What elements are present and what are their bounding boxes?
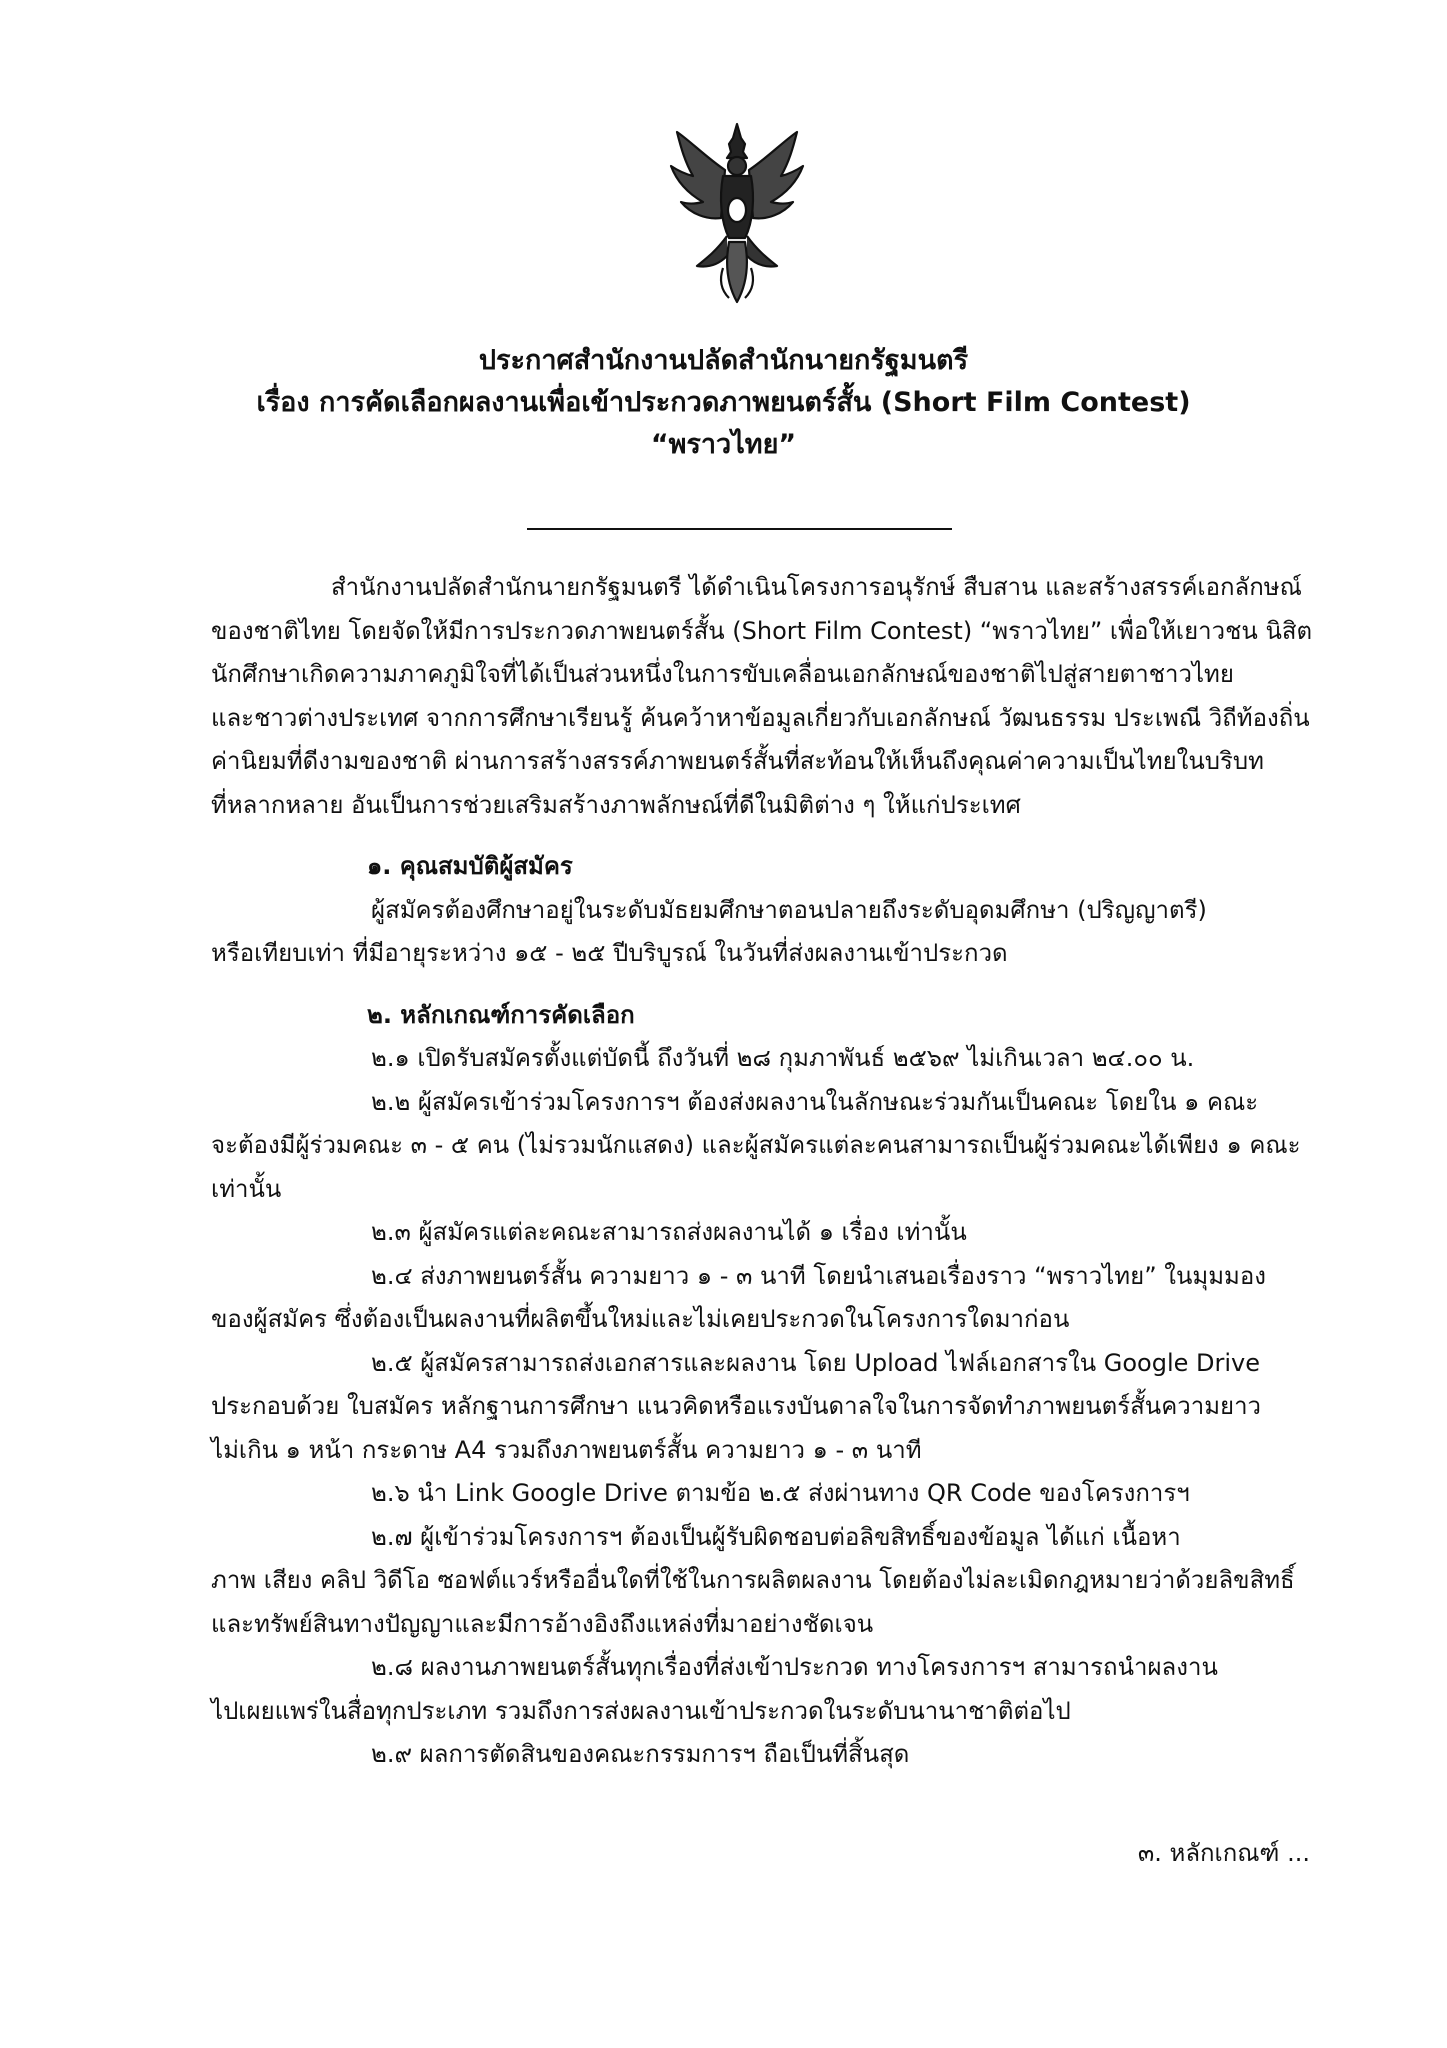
criteria-item-2-8 xyxy=(211,1646,1309,1733)
intro-line: ที่หลากหลาย อันเป็นการช่วยเสริมสร้างภาพลักษณ์ที่ดีในมิติต่าง ๆ ให้แก่ประเทศ xyxy=(211,790,1021,819)
criteria-line: ๒.๕ ผู้สมัครสามารถส่งเอกสารและผลงาน โดย Upload ไฟล์เอกสารใน Google Drive xyxy=(371,1348,1260,1377)
section-1-line: หรือเทียบเท่า ที่มีอายุระหว่าง ๑๕ - ๒๕ ปีบริบูรณ์ ในวันที่ส่งผลงานเข้าประกวด xyxy=(211,939,1008,967)
section-1-paragraph xyxy=(211,889,1309,976)
section-1-heading: ๑. คุณสมบัติผู้สมัคร xyxy=(367,852,573,880)
criteria-line: จะต้องมีผู้ร่วมคณะ ๓ - ๕ คน (ไม่รวมนักแสดง) และผู้สมัครแต่ละคนสามารถเป็นผู้ร่วมคณะได้เพียง ๑ คณะ xyxy=(211,1131,1301,1159)
criteria-line: ๒.๔ ส่งภาพยนตร์สั้น ความยาว ๑ - ๓ นาที โดยนำเสนอเรื่องราว “พราวไทย” ในมุมมอง xyxy=(371,1261,1266,1290)
criteria-line: ไม่เกิน ๑ หน้า กระดาษ A4 รวมถึงภาพยนตร์สั้น ความยาว ๑ - ๓ นาที xyxy=(211,1435,922,1464)
criteria-line: ๒.๙ ผลการตัดสินของคณะกรรมการฯ ถือเป็นที่สิ้นสุด xyxy=(371,1740,910,1768)
criteria-line: ๒.๓ ผู้สมัครแต่ละคณะสามารถส่งผลงานได้ ๑ เรื่อง เท่านั้น xyxy=(371,1218,967,1246)
criteria-line: ๒.๘ ผลงานภาพยนตร์สั้นทุกเรื่องที่ส่งเข้าประกวด ทางโครงการฯ สามารถนำผลงาน xyxy=(371,1653,1218,1681)
criteria-line: เท่านั้น xyxy=(211,1174,282,1203)
criteria-item-2-2 xyxy=(211,1081,1309,1212)
criteria-line: ๒.๑ เปิดรับสมัครตั้งแต่บัดนี้ ถึงวันที่ ๒๘ กุมภาพันธ์ ๒๕๖๙ ไม่เกินเวลา ๒๔.๐๐ น. xyxy=(371,1044,1195,1072)
criteria-line: ภาพ เสียง คลิป วิดีโอ ซอฟต์แวร์หรืออื่นใดที่ใช้ในการผลิตผลงาน โดยต้องไม่ละเมิดกฎหมายว่าด้วยลิขสิทธิ์ xyxy=(211,1566,1295,1594)
criteria-line: ๒.๖ นำ Link Google Drive ตามข้อ ๒.๕ ส่งผ่านทาง QR Code ของโครงการฯ xyxy=(371,1479,1190,1507)
intro-paragraph xyxy=(211,566,1313,827)
intro-line: สำนักงานปลัดสำนักนายกรัฐมนตรี ได้ดำเนินโครงการอนุรักษ์ สืบสาน และสร้างสรรค์เอกลักษณ์ xyxy=(331,573,1302,601)
criteria-item-2-6 xyxy=(211,1472,1309,1516)
criteria-line: และทรัพย์สินทางปัญญาและมีการอ้างอิงถึงแหล่งที่มาอย่างชัดเจน xyxy=(211,1609,874,1638)
criteria-item-2-1 xyxy=(211,1037,1309,1081)
section-2-heading: ๒. หลักเกณฑ์การคัดเลือก xyxy=(367,1000,635,1029)
intro-line: และชาวต่างประเทศ จากการศึกษาเรียนรู้ ค้นคว้าหาข้อมูลเกี่ยวกับเอกลักษณ์ วัฒนธรรม ประเพณี วิถีท้องถิ่น xyxy=(211,703,1310,732)
title-line-1: ประกาศสำนักงานปลัดสำนักนายกรัฐมนตรี xyxy=(478,345,969,376)
title-divider xyxy=(527,528,952,530)
announcement-body xyxy=(211,566,1313,1777)
criteria-item-2-4 xyxy=(211,1255,1309,1342)
announcement-title xyxy=(0,340,1447,466)
criteria-item-2-3 xyxy=(211,1211,1309,1255)
criteria-item-2-5 xyxy=(211,1342,1309,1473)
continuation-note: ๓. หลักเกณฑ์ ... xyxy=(1137,1839,1310,1867)
title-line-3: “พราวไทย” xyxy=(650,429,797,460)
intro-line: ของชาติไทย โดยจัดให้มีการประกวดภาพยนตร์สั้น (Short Film Contest) “พราวไทย” เพื่อให้เยาวชน นิสิต xyxy=(211,616,1313,645)
garuda-emblem-icon xyxy=(667,118,807,308)
criteria-line: ๒.๗ ผู้เข้าร่วมโครงการฯ ต้องเป็นผู้รับผิดชอบต่อลิขสิทธิ์ของข้อมูล ได้แก่ เนื้อหา xyxy=(371,1522,1181,1551)
criteria-line: ไปเผยแพร่ในสื่อทุกประเภท รวมถึงการส่งผลงานเข้าประกวดในระดับนานาชาติต่อไป xyxy=(211,1696,1071,1725)
criteria-line: ประกอบด้วย ใบสมัคร หลักฐานการศึกษา แนวคิดหรือแรงบันดาลใจในการจัดทำภาพยนตร์สั้นความยาว xyxy=(211,1392,1262,1420)
intro-line: ค่านิยมที่ดีงามของชาติ ผ่านการสร้างสรรค์ภาพยนตร์สั้นที่สะท้อนให้เห็นถึงคุณค่าความเป็นไทยในบริบท xyxy=(211,747,1264,775)
criteria-line: ๒.๒ ผู้สมัครเข้าร่วมโครงการฯ ต้องส่งผลงานในลักษณะร่วมกันเป็นคณะ โดยใน ๑ คณะ xyxy=(371,1087,1259,1116)
intro-line: นักศึกษาเกิดความภาคภูมิใจที่ได้เป็นส่วนหนึ่งในการขับเคลื่อนเอกลักษณ์ของชาติไปสู่สายตาชาวไทย xyxy=(211,660,1234,688)
title-line-2: เรื่อง การคัดเลือกผลงานเพื่อเข้าประกวดภาพยนตร์สั้น (Short Film Contest) xyxy=(256,387,1191,418)
section-1-line: ผู้สมัครต้องศึกษาอยู่ในระดับมัธยมศึกษาตอนปลายถึงระดับอุดมศึกษา (ปริญญาตรี) xyxy=(371,895,1207,924)
criteria-item-2-9 xyxy=(211,1733,1309,1777)
criteria-line: ของผู้สมัคร ซึ่งต้องเป็นผลงานที่ผลิตขึ้นใหม่และไม่เคยประกวดในโครงการใดมาก่อน xyxy=(211,1305,1070,1333)
criteria-item-2-7 xyxy=(211,1516,1309,1647)
